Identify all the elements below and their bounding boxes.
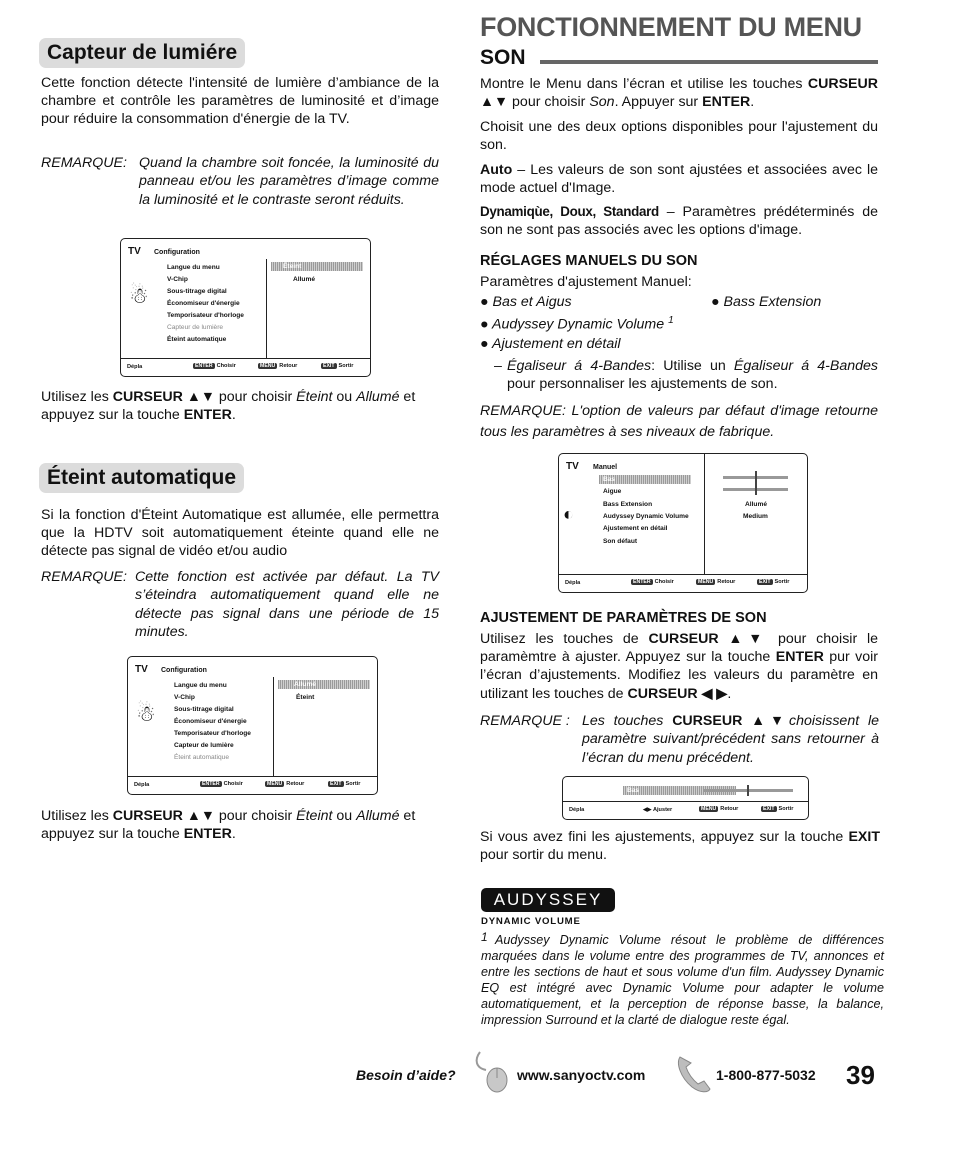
- eteint-usage: Utilisez les CURSEUR ▲▼ pour choisir Éteint ou Allumé et appuyez sur la touche ENTER.: [41, 808, 416, 843]
- menu-title: Configuration: [154, 249, 200, 256]
- capteur-usage: Utilisez les CURSEUR ▲▼ pour choisir Éteint ou Allumé et appuyez sur la touche ENTER.: [41, 389, 416, 424]
- son-auto: Auto – Les valeurs de son sont ajustées et associées avec le mode actuel d'Image.: [480, 162, 878, 197]
- option-selected[interactable]: Éteint: [283, 263, 302, 270]
- option[interactable]: Éteint: [296, 694, 315, 701]
- menu-item[interactable]: Temporisateur d'horloge: [167, 312, 244, 319]
- menu-label: Retour: [286, 781, 305, 787]
- tv-screen-eteint: [127, 656, 378, 795]
- section-title-capteur: Capteur de lumiére: [39, 38, 245, 68]
- remark-text: Cette fonction est activée par défaut. La TV s’éteindra automatiquement quand elle ne détecte pas signal dans une période de 15 minutes.: [135, 569, 439, 641]
- bullet-item: ● Audyssey Dynamic Volume $^1$: [480, 315, 674, 333]
- adjust-thumb[interactable]: [747, 785, 749, 796]
- phone-number: 1-800-877-5032: [716, 1067, 816, 1083]
- equalizer-desc: – Égaliseur á 4-Bandes: Utilise un Égaliseur á 4-Bandes pour personnaliser les ajustements de son.: [494, 358, 879, 393]
- slider-bas-thumb[interactable]: [755, 471, 757, 483]
- menu-key-icon: MENU: [260, 363, 276, 369]
- menu-item[interactable]: Temporisateur d'horloge: [174, 730, 251, 737]
- exit-key-icon: EXIT: [763, 806, 775, 812]
- option-selected[interactable]: Allumé: [294, 681, 316, 688]
- menu-label: Retour: [717, 579, 736, 585]
- remark-text: Quand la chambre soit foncée, la luminosité du panneau et/ou les paramètres d’image comme la luminosité et le contraste seront réduits.: [139, 155, 439, 208]
- speaker-icon: ◐: [563, 504, 574, 524]
- exit-label: Sortir: [338, 363, 354, 369]
- capteur-intro: Cette fonction détecte l'intensité de lumière d’ambiance de la chambre et contrôle les paramètres de luminosité et d’image pour réduire la consommation d'énergie de la TV.: [41, 75, 439, 128]
- menu-title: Configuration: [161, 667, 207, 674]
- exit-key-icon: EXIT: [330, 781, 342, 787]
- option-highlight: [278, 680, 370, 689]
- move-label: Dépla: [569, 807, 585, 813]
- adjust-label: Bas: [627, 787, 640, 794]
- enter-label: Choisir: [654, 579, 674, 585]
- default-remark: REMARQUE: L'option de valeurs par défaut d'image retourne tous les paramètres à ses niveaux de fabrique.: [480, 403, 878, 440]
- menu-item-active[interactable]: Capteur de lumière: [167, 324, 224, 331]
- menu-item[interactable]: V-Chip: [174, 694, 195, 701]
- menu-item[interactable]: Sous-titrage digital: [174, 706, 234, 713]
- audyssey-logo-sub: DYNAMIC VOLUME: [481, 916, 581, 927]
- exit-label: Sortir: [345, 781, 361, 787]
- menu-item[interactable]: V-Chip: [167, 276, 188, 283]
- page-heading: FONCTIONNEMENT DU MENU: [480, 12, 862, 42]
- enter-label: Choisir: [223, 781, 243, 787]
- eteint-remark: [41, 568, 439, 644]
- move-label: Dépla: [134, 782, 150, 788]
- son-presets: Dynamiqùe, Doux, Standard – Paramètres prédéterminés de son ne sont pas associés avec les options d'image.: [480, 204, 878, 239]
- bullet-item: ● Ajustement en détail: [480, 336, 621, 352]
- menu-item[interactable]: Capteur de lumière: [174, 742, 234, 749]
- footnote-text: Audyssey Dynamic Volume résout le problème de différences marquées dans le volume entre des programmes de TV, annonces et entre les sections de haut et sous volume d'un film. Audyssey Dynamic EQ est intégré avec Dynamic Volume pour adapter le volume automatiquement, et la perception de réponse basse, la balance, impression Surround et la clarté de dialogue reste égal.: [481, 933, 884, 1027]
- bullet-item: ● Bass Extension: [711, 294, 822, 310]
- section-heading-son: SON: [480, 46, 526, 69]
- tv-screen-capteur: [120, 238, 371, 377]
- adjust-text: Utilisez les touches de CURSEUR ▲▼ pour choisir le paramèmtre à ajuster. Appuyez sur la touche ENTER pur voir l’écran d’ajustements. Modifiez les valeurs du paramètre en utilizant les touches de CURSEUR ◀ ▶.: [480, 631, 879, 702]
- menu-item[interactable]: Économiseur d'énergie: [167, 300, 240, 307]
- son-options: Choisit une des deux options disponibles pour l'ajustement du son.: [480, 119, 878, 154]
- menu-key-icon: MENU: [701, 806, 717, 812]
- website-link[interactable]: www.sanyoctv.com: [517, 1067, 646, 1083]
- tv-label: TV: [135, 664, 148, 675]
- finish-text: Si vous avez fini les ajustements, appuyez sur la touche EXIT pour sortir du menu.: [480, 829, 880, 864]
- move-label: Dépla: [565, 580, 581, 586]
- cursor-remark: REMARQUE : Les touches CURSEUR ▲▼choisissent le paramètre suivant/précédent sans retourner à l’écran du menu précédent.: [480, 713, 879, 766]
- remark-label: REMARQUE:: [41, 155, 127, 171]
- audyssey-logo: AUDYSSEY: [481, 888, 615, 912]
- enter-label: Choisir: [216, 363, 236, 369]
- menu-label: Retour: [720, 806, 739, 812]
- slider-aigue-thumb[interactable]: [755, 483, 757, 495]
- exit-label: Sortir: [778, 806, 794, 812]
- menu-key-icon: MENU: [267, 781, 283, 787]
- menu-item[interactable]: Langue du menu: [174, 682, 227, 689]
- phone-icon: [674, 1053, 714, 1095]
- tv-label: TV: [566, 461, 579, 472]
- menu-label: Retour: [279, 363, 298, 369]
- menu-item[interactable]: Langue du menu: [167, 264, 220, 271]
- enter-key-icon: ENTER: [202, 781, 220, 787]
- enter-key-icon: ENTER: [195, 363, 213, 369]
- exit-key-icon: EXIT: [759, 579, 771, 585]
- menu-title: Manuel: [593, 464, 618, 471]
- footnote-number: 1: [481, 930, 488, 944]
- section-title-eteint: Éteint automatique: [39, 463, 244, 493]
- bullet-item: ● Bas et Aigus: [480, 294, 572, 310]
- capteur-remark: [41, 154, 439, 230]
- menu-item[interactable]: Son défaut: [603, 538, 638, 545]
- value-dynamic-volume: Medium: [743, 513, 768, 520]
- tv-adjust-bar: [562, 776, 809, 820]
- menu-item[interactable]: Ajustement en détail: [603, 525, 668, 532]
- tv-screen-manuel: [558, 453, 808, 593]
- menu-key-icon: MENU: [698, 579, 714, 585]
- option[interactable]: Allumé: [293, 276, 315, 283]
- mascot-icon: ☃: [136, 701, 156, 726]
- enter-key-icon: ENTER: [633, 579, 651, 585]
- exit-key-icon: EXIT: [323, 363, 335, 369]
- son-intro: Montre le Menu dans l’écran et utilise les touches CURSEUR ▲▼ pour choisir Son. Appuyer sur ENTER.: [480, 76, 878, 111]
- menu-item[interactable]: Économiseur d'énergie: [174, 718, 247, 725]
- move-label: Dépla: [127, 364, 143, 370]
- remark-label: REMARQUE:: [41, 569, 127, 585]
- menu-item[interactable]: Bass Extension: [603, 501, 653, 508]
- page-number: 39: [846, 1060, 875, 1090]
- tv-footer: [127, 364, 142, 370]
- menu-item-active[interactable]: Bas: [603, 476, 616, 483]
- value-bass-extension: Allumé: [745, 501, 767, 508]
- menu-item[interactable]: Audyssey Dynamic Volume: [603, 513, 689, 520]
- menu-item[interactable]: Éteint automatique: [167, 336, 227, 343]
- help-label: Besoin d’aide?: [356, 1067, 456, 1083]
- menu-item-active[interactable]: Éteint automatique: [174, 754, 229, 761]
- adjust-key-label: ◀▶ Ajuster: [643, 807, 673, 813]
- exit-label: Sortir: [774, 579, 790, 585]
- eteint-intro: Si la fonction d'Éteint Automatique est allumée, elle permettra que la HDTV soit automatiquement éteinte quand elle ne détecte pas signal de vidéo et/ou audio: [41, 507, 439, 560]
- menu-item[interactable]: Sous-titrage digital: [167, 288, 227, 295]
- tv-label: TV: [128, 246, 141, 257]
- heading-rule: [540, 60, 878, 64]
- mascot-icon: ☃: [129, 283, 149, 308]
- adjust-heading: AJUSTEMENT DE PARAMÈTRES DE SON: [480, 610, 767, 626]
- mouse-icon: [472, 1048, 514, 1094]
- manual-intro: Paramètres d'ajustement Manuel:: [480, 274, 692, 290]
- manual-heading: RÉGLAGES MANUELS DU SON: [480, 253, 698, 269]
- menu-item[interactable]: Aigue: [603, 488, 622, 495]
